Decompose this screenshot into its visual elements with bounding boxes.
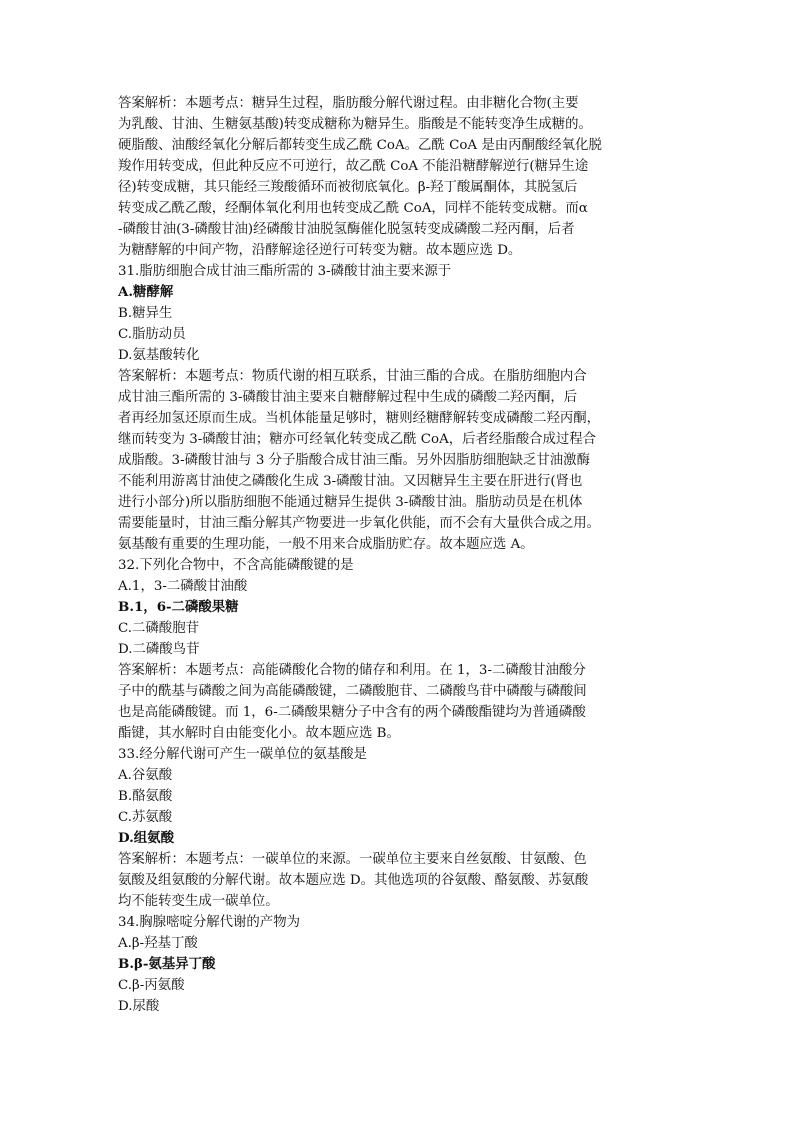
option-correct: D.组氨酸 (118, 830, 174, 846)
option: C.二磷酸胞苷 (118, 621, 199, 636)
answer-explanation (118, 849, 678, 912)
question-stem: 31.脂肪细胞合成甘油三酯所需的 3-磷酸甘油主要来源于 (118, 264, 452, 279)
answer-line: 答案解析：本题考点：物质代谢的相互联系，甘油三酯的合成。在脂肪细胞内合 (118, 369, 587, 384)
option: A.1，3-二磷酸甘油酸 (118, 579, 248, 594)
question-stem: 34.胸腺嘧啶分解代谢的产物为 (118, 915, 300, 930)
option: A.β-羟基丁酸 (118, 936, 198, 951)
option: D.二磷酸鸟苷 (118, 642, 200, 657)
option: C.苏氨酸 (118, 810, 173, 825)
option: D.尿酸 (118, 999, 160, 1014)
answer-line: 氨基酸有重要的生理功能，一般不用来合成脂肪贮存。故本题应选 A。 (118, 537, 534, 552)
option-correct: A.糖酵解 (118, 284, 174, 300)
option: C.脂肪动员 (118, 327, 186, 342)
answer-line: 为糖酵解的中间产物，沿酵解途径逆行可转变为糖。故本题应选 D。 (118, 243, 522, 258)
answer-line: 继而转变为 3-磷酸甘油；糖亦可经氧化转变成乙酰 CoA，后者经脂酸合成过程合 (118, 432, 597, 447)
option: C.β-丙氨酸 (118, 978, 185, 993)
answer-explanation (118, 93, 678, 261)
option-correct: B.1，6-二磷酸果糖 (118, 599, 239, 615)
answer-line: 进行小部分)所以脂肪细胞不能通过糖异生提供 3-磷酸甘油。脂肪动员是在机体 (118, 495, 583, 510)
answer-explanation (118, 366, 678, 555)
option: D.氨基酸转化 (118, 348, 200, 363)
answer-line: 也是高能磷酸键。而 1，6-二磷酸果糖分子中含有的两个磷酸酯键均为普通磷酸 (118, 705, 586, 720)
answer-line: 均不能转变生成一碳单位。 (118, 894, 279, 909)
answer-line: -磷酸甘油(3-磷酸甘油)经磷酸甘油脱氢酶催化脱氢转变成磷酸二羟丙酮，后者 (118, 222, 575, 237)
answer-line: 转变成乙酰乙酸，经酮体氧化利用也转变成乙酰 CoA，同样不能转变成糖。而α (118, 201, 588, 216)
answer-line: 成甘油三酯所需的 3-磷酸甘油主要来自糖酵解过程中生成的磷酸二羟丙酮，后 (118, 390, 578, 405)
answer-line: 不能利用游离甘油使之磷酸化生成 3-磷酸甘油。又因糖异生主要在肝进行(肾也 (118, 474, 583, 489)
answer-line: 成脂酸。3-磷酸甘油与 3 分子脂酸合成甘油三酯。另外因脂肪细胞缺乏甘油激酶 (118, 453, 590, 468)
answer-explanation (118, 660, 678, 744)
option: B.糖异生 (118, 306, 173, 321)
answer-line: 者再经加氢还原而生成。当机体能量足够时，糖则经糖酵解转变成磷酸二羟丙酮， (118, 411, 601, 426)
option: B.酪氨酸 (118, 789, 173, 804)
answer-line: 酯键，其水解时自由能变化小。故本题应选 B。 (118, 726, 400, 741)
answer-line: 答案解析：本题考点：糖异生过程，脂肪酸分解代谢过程。由非糖化合物(主要 (118, 96, 579, 111)
question-stem: 32.下列化合物中，不含高能磷酸键的是 (118, 558, 354, 573)
answer-line: 羧作用转变成，但此种反应不可逆行，故乙酰 CoA 不能沿糖酵解逆行(糖异生途 (118, 159, 589, 174)
answer-line: 答案解析：本题考点：高能磷酸化合物的储存和利用。在 1，3-二磷酸甘油酸分 (118, 663, 586, 678)
answer-line: 为乳酸、甘油、生糖氨基酸)转变成糖称为糖异生。脂酸是不能转变净生成糖的。 (118, 117, 592, 132)
option: A.谷氨酸 (118, 768, 173, 783)
answer-line: 需要能量时，甘油三酯分解其产物要进一步氧化供能，而不会有大量供合成之用。 (118, 516, 601, 531)
answer-line: 硬脂酸、油酸经氧化分解后都转变生成乙酰 CoA。乙酰 CoA 是由丙酮酸经氧化脱 (118, 138, 602, 153)
answer-line: 径)转变成糖，其只能经三羧酸循环而被彻底氧化。β-羟丁酸属酮体，其脱氢后 (118, 180, 578, 195)
document-page (118, 93, 678, 1017)
answer-line: 子中的酰基与磷酸之间为高能磷酸键，二磷酸胞苷、二磷酸鸟苷中磷酸与磷酸间 (118, 684, 587, 699)
option-correct: B.β-氨基异丁酸 (118, 956, 216, 972)
question-stem: 33.经分解代谢可产生一碳单位的氨基酸是 (118, 747, 367, 762)
answer-line: 氨酸及组氨酸的分解代谢。故本题应选 D。其他选项的谷氨酸、酪氨酸、苏氨酸 (118, 873, 589, 888)
answer-line: 答案解析：本题考点：一碳单位的来源。一碳单位主要来自丝氨酸、甘氨酸、色 (118, 852, 587, 867)
